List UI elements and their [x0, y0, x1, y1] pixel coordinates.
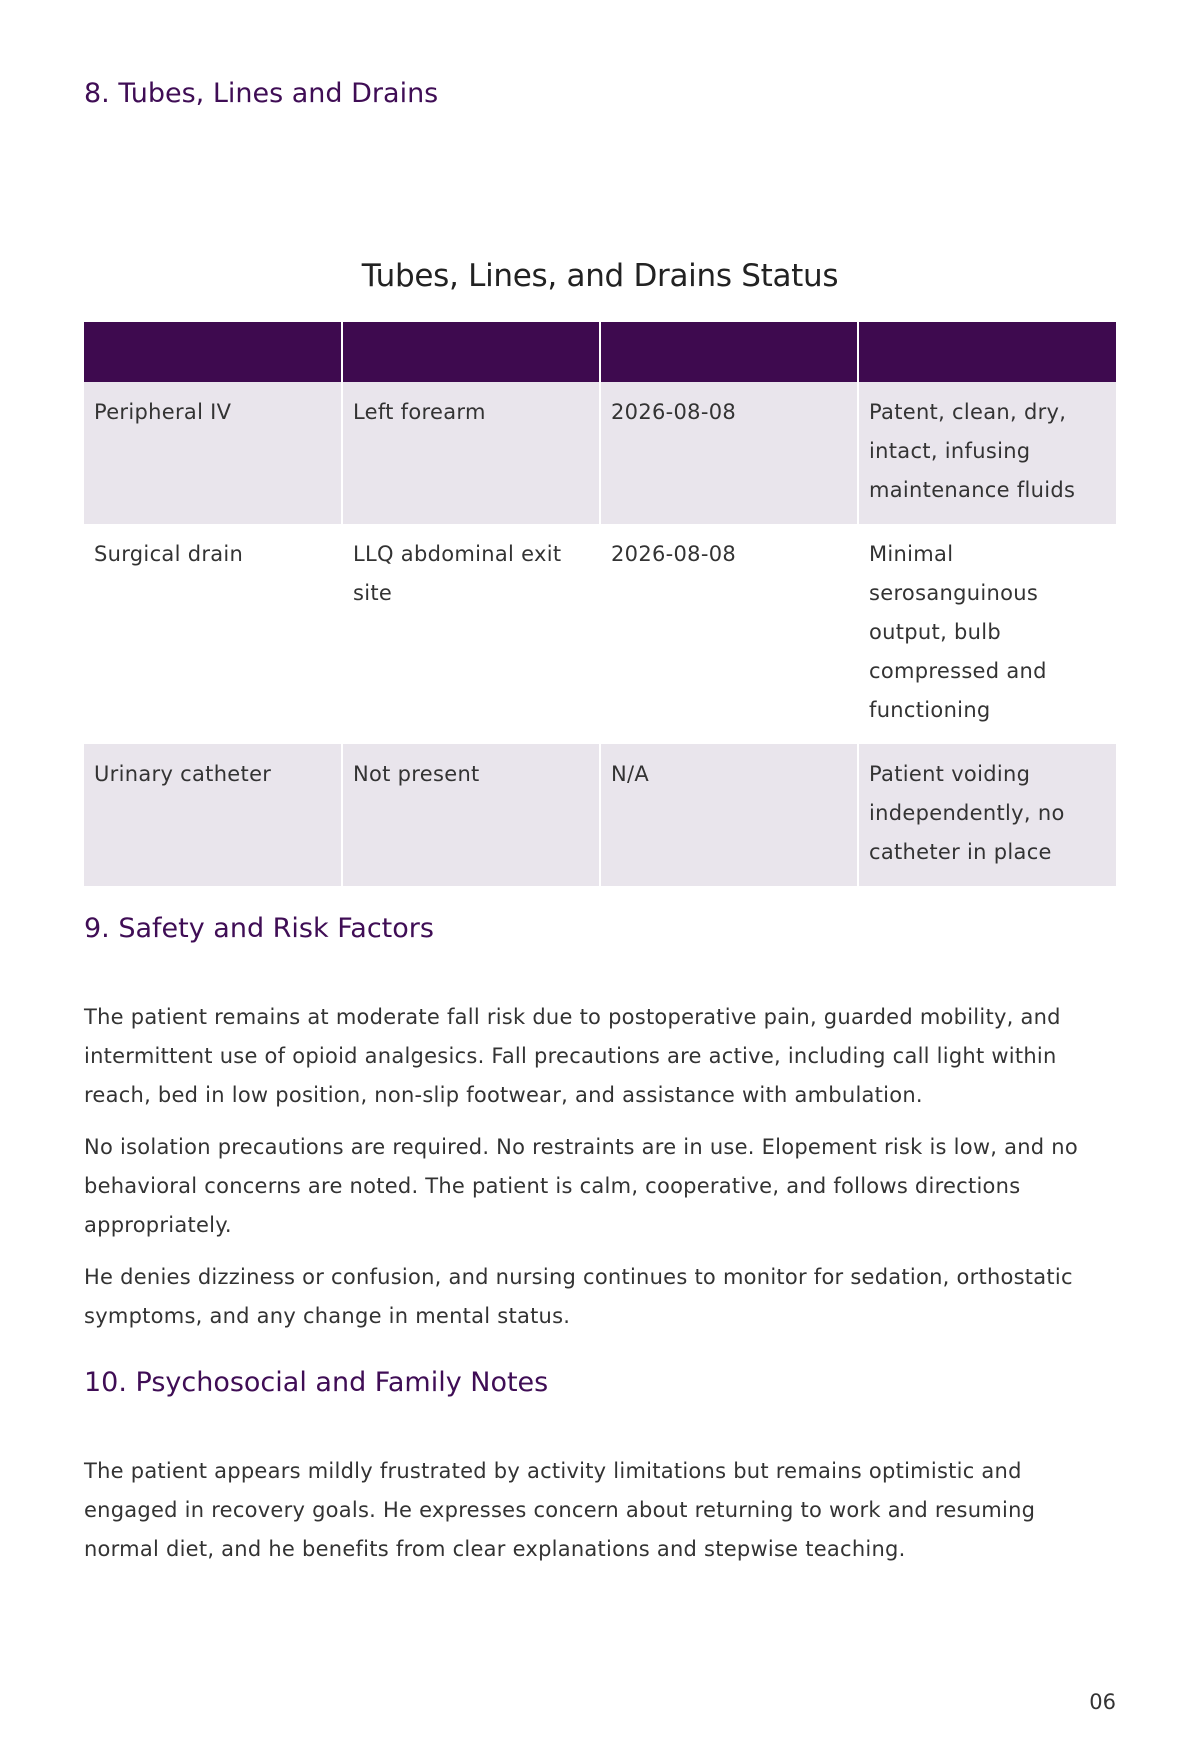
table-cell: 2026-08-08 [600, 382, 858, 524]
page-number: 06 [1089, 1690, 1116, 1714]
safety-paragraph: He denies dizziness or confusion, and nursing continues to monitor for sedation, orthostatic symptoms, and any change in mental status. [84, 1265, 1073, 1328]
table-row [84, 744, 1116, 886]
table-cell: Not present [342, 744, 600, 886]
section-heading-tubes: 8. Tubes, Lines and Drains [84, 78, 439, 109]
table-header-cell [84, 322, 342, 382]
tubes-lines-drains-table [84, 322, 1116, 886]
table-header-cell [342, 322, 600, 382]
table-cell: Patient voiding independently, no catheter in place [858, 744, 1116, 886]
safety-paragraph: The patient remains at moderate fall risk due to postoperative pain, guarded mobility, and intermittent use of opioid analgesics. Fall precautions are active, including call light within reach, bed in low position, non-slip footwear, and assistance with ambulation. [84, 1005, 1061, 1107]
table-header-cell [600, 322, 858, 382]
safety-paragraph: No isolation precautions are required. No restraints are in use. Elopement risk is low, and no behavioral concerns are noted. The patient is calm, cooperative, and follows directions appropriately. [84, 1135, 1078, 1237]
table-cell: N/A [600, 744, 858, 886]
table-header-cell [858, 322, 1116, 382]
table-cell: Left forearm [342, 382, 600, 524]
table-cell: Urinary catheter [84, 744, 342, 886]
section-heading-safety: 9. Safety and Risk Factors [84, 913, 434, 944]
psychosocial-paragraph: The patient appears mildly frustrated by activity limitations but remains optimistic and engaged in recovery goals. He expresses concern about returning to work and resuming normal diet, and he benefits from clear explanations and stepwise teaching. [84, 1459, 1036, 1561]
table-cell: Peripheral IV [84, 382, 342, 524]
table-header-row [84, 322, 1116, 382]
table-cell: LLQ abdominal exit site [342, 524, 600, 744]
table-title: Tubes, Lines, and Drains Status [361, 258, 839, 294]
table-row [84, 524, 1116, 744]
table-cell: Patent, clean, dry, intact, infusing maintenance fluids [858, 382, 1116, 524]
table-cell: Minimal serosanguinous output, bulb compressed and functioning [858, 524, 1116, 744]
table-row [84, 382, 1116, 524]
table-cell: 2026-08-08 [600, 524, 858, 744]
table-cell: Surgical drain [84, 524, 342, 744]
section-heading-psychosocial: 10. Psychosocial and Family Notes [84, 1367, 549, 1398]
